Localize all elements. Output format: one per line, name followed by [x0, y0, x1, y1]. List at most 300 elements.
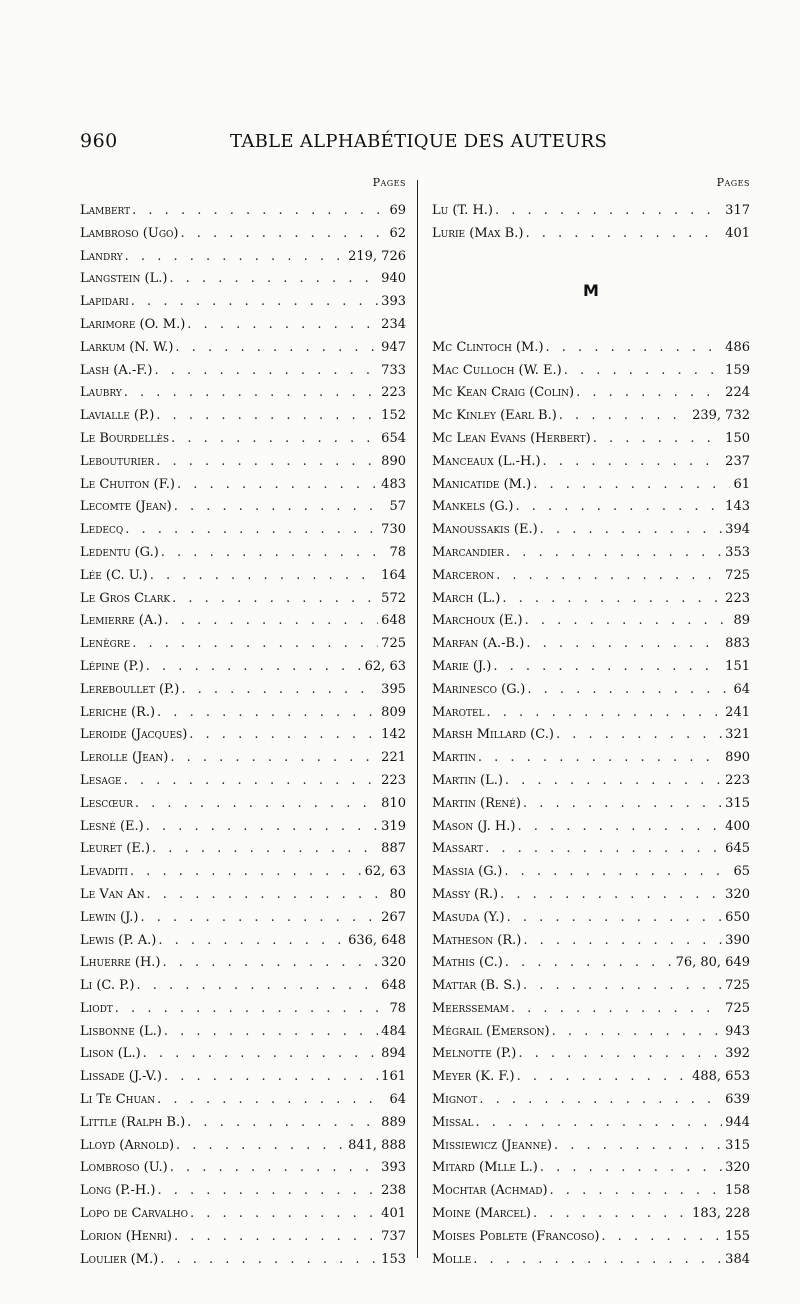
index-entry — [432, 1043, 750, 1066]
page-refs: 223 — [381, 772, 406, 788]
page-refs: 400 — [725, 818, 750, 834]
author-name: Mégrail (Emerson) — [432, 1023, 550, 1039]
author-name: Lison (L.) — [80, 1046, 141, 1062]
dot-leader — [523, 930, 722, 953]
index-entry — [80, 1043, 406, 1066]
index-entry — [432, 679, 750, 702]
index-entry — [80, 998, 406, 1021]
page-refs: 725 — [725, 978, 750, 994]
page-refs: 237 — [725, 453, 750, 469]
index-entry — [432, 1249, 750, 1272]
dot-leader — [131, 291, 378, 314]
page-refs: 239, 732 — [692, 408, 750, 424]
dot-leader — [543, 451, 723, 474]
index-entry — [432, 1021, 750, 1044]
author-name: Lesage — [80, 772, 122, 788]
page-refs: 241 — [725, 704, 750, 720]
author-name: Meyer (K. F.) — [432, 1069, 515, 1085]
author-name: Mac Culloch (W. E.) — [432, 362, 562, 378]
dot-leader — [187, 1112, 378, 1135]
page-refs: 183, 228 — [692, 1206, 750, 1222]
dot-leader — [487, 702, 723, 725]
dot-leader — [523, 793, 722, 816]
page-refs: 319 — [381, 818, 406, 834]
author-name: Mankels (G.) — [432, 499, 514, 515]
index-entry — [432, 474, 750, 497]
index-entry — [80, 1226, 406, 1249]
dot-leader — [160, 1249, 378, 1272]
page-refs: 648 — [381, 978, 406, 994]
pages-label-left: Pages — [372, 176, 406, 189]
dot-leader — [525, 223, 722, 246]
page-refs: 155 — [725, 1228, 750, 1244]
index-entry — [80, 724, 406, 747]
author-name: Le Chuiton (F.) — [80, 476, 175, 492]
author-name: Lesné (E.) — [80, 818, 144, 834]
page-refs: 943 — [725, 1023, 750, 1039]
index-entry — [80, 1089, 406, 1112]
dot-leader — [172, 588, 378, 611]
dot-leader — [500, 884, 722, 907]
index-entry — [432, 1203, 750, 1226]
index-entry — [432, 907, 750, 930]
index-entry — [432, 428, 750, 451]
author-name: Le Van An — [80, 886, 145, 902]
dot-leader — [174, 1226, 378, 1249]
dot-leader — [576, 382, 722, 405]
author-name: Lopo de Carvalho — [80, 1206, 188, 1222]
page-title: TABLE ALPHABÉTIQUE DES AUTEURS — [230, 131, 608, 152]
dot-leader — [156, 405, 378, 428]
page-refs: 947 — [381, 339, 406, 355]
page-refs: 639 — [725, 1092, 750, 1108]
dot-leader — [143, 1043, 379, 1066]
page-refs: 69 — [389, 203, 406, 218]
page-refs: 393 — [381, 1160, 406, 1176]
author-name: Leuret (E.) — [80, 841, 151, 857]
dot-leader — [150, 565, 378, 588]
index-entry — [80, 1203, 406, 1226]
dot-leader — [163, 952, 379, 975]
page-refs: 224 — [725, 385, 750, 401]
author-name: Mason (J. H.) — [432, 818, 516, 834]
page-refs: 78 — [389, 1000, 406, 1016]
page-refs: 223 — [381, 385, 406, 401]
page-refs: 320 — [381, 955, 406, 971]
index-entry — [432, 519, 750, 542]
left-column — [80, 200, 406, 1271]
page-refs: 64 — [389, 1092, 406, 1108]
page-refs: 894 — [381, 1046, 406, 1062]
author-name: Mc Clintoch (M.) — [432, 339, 544, 355]
dot-leader — [564, 360, 722, 383]
author-name: Lapidari — [80, 294, 129, 310]
index-entry — [80, 1066, 406, 1089]
dot-leader — [164, 610, 378, 633]
index-entry — [80, 861, 406, 884]
index-entry — [432, 1135, 750, 1158]
index-entry — [80, 428, 406, 451]
page-refs: 219, 726 — [348, 248, 406, 264]
author-name: Le Bourdellès — [80, 430, 170, 446]
author-name: Lépine (P.) — [80, 658, 144, 674]
author-name: Leroide (Jacques) — [80, 727, 188, 743]
author-name: Lorion (Henri) — [80, 1228, 172, 1244]
author-name: Missal — [432, 1114, 474, 1130]
author-name: Missiewicz (Jeanne) — [432, 1137, 552, 1153]
author-name: March (L.) — [432, 590, 501, 606]
dot-leader — [161, 542, 387, 565]
page-refs: 636, 648 — [348, 932, 406, 948]
dot-leader — [132, 200, 386, 223]
page-refs: 89 — [733, 613, 750, 629]
index-entry — [432, 838, 750, 861]
dot-leader — [504, 861, 730, 884]
author-name: Lash (A.-F.) — [80, 362, 153, 378]
index-entry — [432, 884, 750, 907]
index-entry — [432, 382, 750, 405]
index-entry — [432, 542, 750, 565]
index-entry — [80, 838, 406, 861]
author-name: Marsh Millard (C.) — [432, 727, 554, 743]
author-name: Long (P.-H.) — [80, 1183, 156, 1199]
index-entry — [80, 314, 406, 337]
author-name: Manoussakis (E.) — [432, 522, 538, 538]
index-entry — [432, 747, 750, 770]
dot-leader — [505, 770, 722, 793]
dot-leader — [527, 679, 730, 702]
index-entry — [80, 565, 406, 588]
author-name: Larimore (O. M.) — [80, 316, 186, 332]
page-refs: 321 — [725, 727, 750, 743]
author-name: Mochtar (Achmad) — [432, 1183, 548, 1199]
page-refs: 887 — [381, 841, 406, 857]
dot-leader — [158, 930, 345, 953]
author-name: Marotel — [432, 704, 485, 720]
page-refs: 143 — [725, 499, 750, 515]
dot-leader — [132, 633, 378, 656]
author-name: Martin (L.) — [432, 772, 503, 788]
index-entry — [80, 1249, 406, 1272]
author-name: Martin — [432, 750, 476, 766]
dot-leader — [546, 337, 723, 360]
index-entry — [432, 588, 750, 611]
index-entry — [432, 405, 750, 428]
author-name: Moises Poblete (Francoso) — [432, 1228, 600, 1244]
index-entry — [432, 793, 750, 816]
page-refs: 810 — [381, 795, 406, 811]
dot-leader — [518, 1043, 722, 1066]
dot-leader — [559, 405, 689, 428]
page-refs: 62, 63 — [364, 864, 406, 880]
page-refs: 151 — [725, 658, 750, 674]
index-entry — [80, 1021, 406, 1044]
dot-leader — [550, 1180, 723, 1203]
dot-leader — [146, 816, 378, 839]
page-refs: 654 — [381, 430, 406, 446]
index-entry — [432, 1066, 750, 1089]
page-refs: 61 — [733, 476, 750, 492]
author-name: Massy (R.) — [432, 886, 499, 902]
index-entry — [432, 952, 750, 975]
author-name: Manceaux (L.-H.) — [432, 453, 541, 469]
index-entry — [432, 610, 750, 633]
author-name: Massart — [432, 841, 484, 857]
page-refs: 648 — [381, 613, 406, 629]
dot-leader — [533, 474, 730, 497]
page-refs: 62, 63 — [364, 658, 406, 674]
page-refs: 238 — [381, 1183, 406, 1199]
author-name: Lambroso (Ugo) — [80, 225, 179, 241]
page-refs: 353 — [725, 544, 750, 560]
index-entry — [80, 793, 406, 816]
index-entry — [80, 223, 406, 246]
author-name: Marinesco (G.) — [432, 681, 526, 697]
dot-leader — [130, 861, 362, 884]
index-entry — [432, 360, 750, 383]
index-entry — [80, 930, 406, 953]
dot-leader — [170, 1157, 378, 1180]
page-refs: 142 — [381, 727, 406, 743]
author-name: Mc Lean Evans (Herbert) — [432, 430, 591, 446]
page-refs: 483 — [381, 476, 406, 492]
author-name: Marceron — [432, 567, 495, 583]
author-name: Lloyd (Arnold) — [80, 1137, 175, 1153]
author-name: Li (C. P.) — [80, 978, 135, 994]
dot-leader — [170, 747, 378, 770]
author-name: Matheson (R.) — [432, 932, 522, 948]
page-refs: 841, 888 — [348, 1137, 406, 1153]
page-refs: 317 — [725, 203, 750, 218]
author-name: Mc Kean Craig (Colin) — [432, 385, 575, 401]
index-entry — [80, 451, 406, 474]
author-name: Loulier (M.) — [80, 1251, 159, 1267]
page-refs: 883 — [725, 636, 750, 652]
author-name: Mattar (B. S.) — [432, 978, 521, 994]
index-entry — [432, 451, 750, 474]
page-refs: 76, 80, 649 — [675, 955, 750, 971]
author-name: Lerolle (Jean) — [80, 750, 169, 766]
page-refs: 390 — [725, 932, 750, 948]
dot-leader — [496, 565, 722, 588]
index-entry — [432, 565, 750, 588]
page-refs: 315 — [725, 1137, 750, 1153]
page-refs: 572 — [381, 590, 406, 606]
dot-leader — [517, 1066, 690, 1089]
dot-leader — [124, 382, 378, 405]
author-name: Ledentu (G.) — [80, 544, 159, 560]
index-entry — [80, 1157, 406, 1180]
page-refs: 890 — [381, 453, 406, 469]
page-refs: 223 — [725, 590, 750, 606]
author-name: Lemierre (A.) — [80, 613, 163, 629]
page-refs: 725 — [725, 1000, 750, 1016]
author-name: Martin (René) — [432, 795, 521, 811]
dot-leader — [502, 588, 722, 611]
author-name: Lewis (P. A.) — [80, 932, 157, 948]
index-entry — [80, 200, 406, 223]
index-entry — [80, 1180, 406, 1203]
author-name: Mathis (C.) — [432, 955, 503, 971]
page-refs: 80 — [389, 886, 406, 902]
dot-leader — [479, 1089, 722, 1112]
author-name: Marie (J.) — [432, 658, 492, 674]
author-name: Lavialle (P.) — [80, 408, 155, 424]
index-entry — [432, 930, 750, 953]
dot-leader — [124, 770, 379, 793]
index-entry — [432, 861, 750, 884]
page-refs: 158 — [725, 1183, 750, 1199]
index-entry — [432, 975, 750, 998]
dot-leader — [552, 1021, 723, 1044]
dot-leader — [125, 519, 378, 542]
pages-label-right: Pages — [716, 176, 750, 189]
author-name: Molle — [432, 1251, 472, 1267]
column-divider — [417, 180, 418, 1258]
author-name: Mc Kinley (Earl B.) — [432, 408, 557, 424]
index-entry — [80, 1112, 406, 1135]
dot-leader — [593, 428, 722, 451]
dot-leader — [115, 998, 387, 1021]
index-entry — [432, 1157, 750, 1180]
page-refs: 725 — [381, 636, 406, 652]
index-entry — [80, 519, 406, 542]
dot-leader — [556, 724, 722, 747]
index-entry — [80, 610, 406, 633]
author-name: Lescœur — [80, 795, 133, 811]
author-name: Marcandier — [432, 544, 504, 560]
dot-leader — [157, 702, 378, 725]
page-refs: 392 — [725, 1046, 750, 1062]
author-name: Ledecq — [80, 522, 124, 538]
dot-leader — [164, 1066, 378, 1089]
dot-leader — [147, 884, 387, 907]
dot-leader — [154, 360, 378, 383]
page-refs: 737 — [381, 1228, 406, 1244]
page-refs: 944 — [725, 1114, 750, 1130]
author-name: Masuda (Y.) — [432, 909, 505, 925]
index-entry — [80, 291, 406, 314]
index-entry — [432, 656, 750, 679]
dot-leader — [526, 633, 722, 656]
index-entry — [80, 975, 406, 998]
author-name: Mitard (Mlle L.) — [432, 1160, 538, 1176]
index-entry — [432, 1226, 750, 1249]
dot-leader — [495, 200, 722, 223]
page-refs: 484 — [381, 1023, 406, 1039]
author-name: Lurie (Max B.) — [432, 225, 524, 241]
dot-leader — [533, 1203, 689, 1226]
dot-leader — [136, 975, 378, 998]
page-refs: 650 — [725, 909, 750, 925]
page-refs: 394 — [725, 522, 750, 538]
author-name: Li Te Chuan — [80, 1092, 156, 1108]
index-entry — [80, 952, 406, 975]
author-name: Lebouturier — [80, 453, 155, 469]
index-entry — [432, 1089, 750, 1112]
page-refs: 221 — [381, 750, 406, 766]
index-entry — [432, 1180, 750, 1203]
index-entry — [432, 998, 750, 1021]
index-entry — [80, 907, 406, 930]
index-entry — [80, 405, 406, 428]
page-refs: 153 — [381, 1251, 406, 1267]
dot-leader — [156, 451, 378, 474]
author-name: Marfan (A.-B.) — [432, 636, 525, 652]
spacer — [432, 246, 750, 269]
author-name: Leriche (R.) — [80, 704, 156, 720]
author-name: Massia (G.) — [432, 864, 503, 880]
dot-leader — [180, 223, 386, 246]
index-entry — [80, 542, 406, 565]
author-name: Lhuerre (H.) — [80, 955, 161, 971]
dot-leader — [523, 975, 722, 998]
index-entry — [80, 679, 406, 702]
page-refs: 223 — [725, 772, 750, 788]
author-name: Levaditi — [80, 864, 128, 880]
index-entry — [80, 268, 406, 291]
page-refs: 152 — [381, 408, 406, 424]
page-number: 960 — [80, 130, 118, 152]
page-refs: 150 — [725, 430, 750, 446]
page-refs: 315 — [725, 795, 750, 811]
page-refs: 57 — [389, 499, 406, 515]
author-name: Moine (Marcel) — [432, 1206, 531, 1222]
index-entry — [80, 770, 406, 793]
dot-leader — [485, 838, 722, 861]
dot-leader — [189, 724, 378, 747]
dot-leader — [478, 747, 722, 770]
page-refs: 64 — [733, 681, 750, 697]
author-name: Le Gros Clark — [80, 590, 171, 606]
index-entry — [432, 770, 750, 793]
index-entry — [80, 382, 406, 405]
dot-leader — [190, 1203, 378, 1226]
dot-leader — [517, 816, 722, 839]
section-letter: M — [583, 281, 599, 301]
dot-leader — [515, 496, 722, 519]
dot-leader — [493, 656, 722, 679]
dot-leader — [476, 1112, 723, 1135]
index-entry — [80, 1135, 406, 1158]
dot-leader — [473, 1249, 722, 1272]
index-entry — [432, 200, 750, 223]
page-refs: 488, 653 — [692, 1069, 750, 1085]
page-refs: 62 — [389, 225, 406, 241]
index-entry — [80, 656, 406, 679]
page-refs: 65 — [733, 864, 750, 880]
author-name: Liodt — [80, 1000, 113, 1016]
index-entry — [80, 246, 406, 269]
dot-leader — [525, 610, 731, 633]
dot-leader — [175, 337, 378, 360]
index-entry — [432, 702, 750, 725]
author-name: Landry — [80, 248, 123, 264]
dot-leader — [511, 998, 722, 1021]
index-entry — [80, 474, 406, 497]
dot-leader — [176, 1135, 345, 1158]
index-entry — [80, 337, 406, 360]
author-name: Mignot — [432, 1092, 478, 1108]
page-refs: 486 — [725, 339, 750, 355]
dot-leader — [174, 496, 387, 519]
index-entry — [432, 496, 750, 519]
page-refs: 78 — [389, 544, 406, 560]
page-refs: 320 — [725, 1160, 750, 1176]
page-refs: 234 — [381, 316, 406, 332]
page-refs: 393 — [381, 294, 406, 310]
index-entry — [80, 747, 406, 770]
